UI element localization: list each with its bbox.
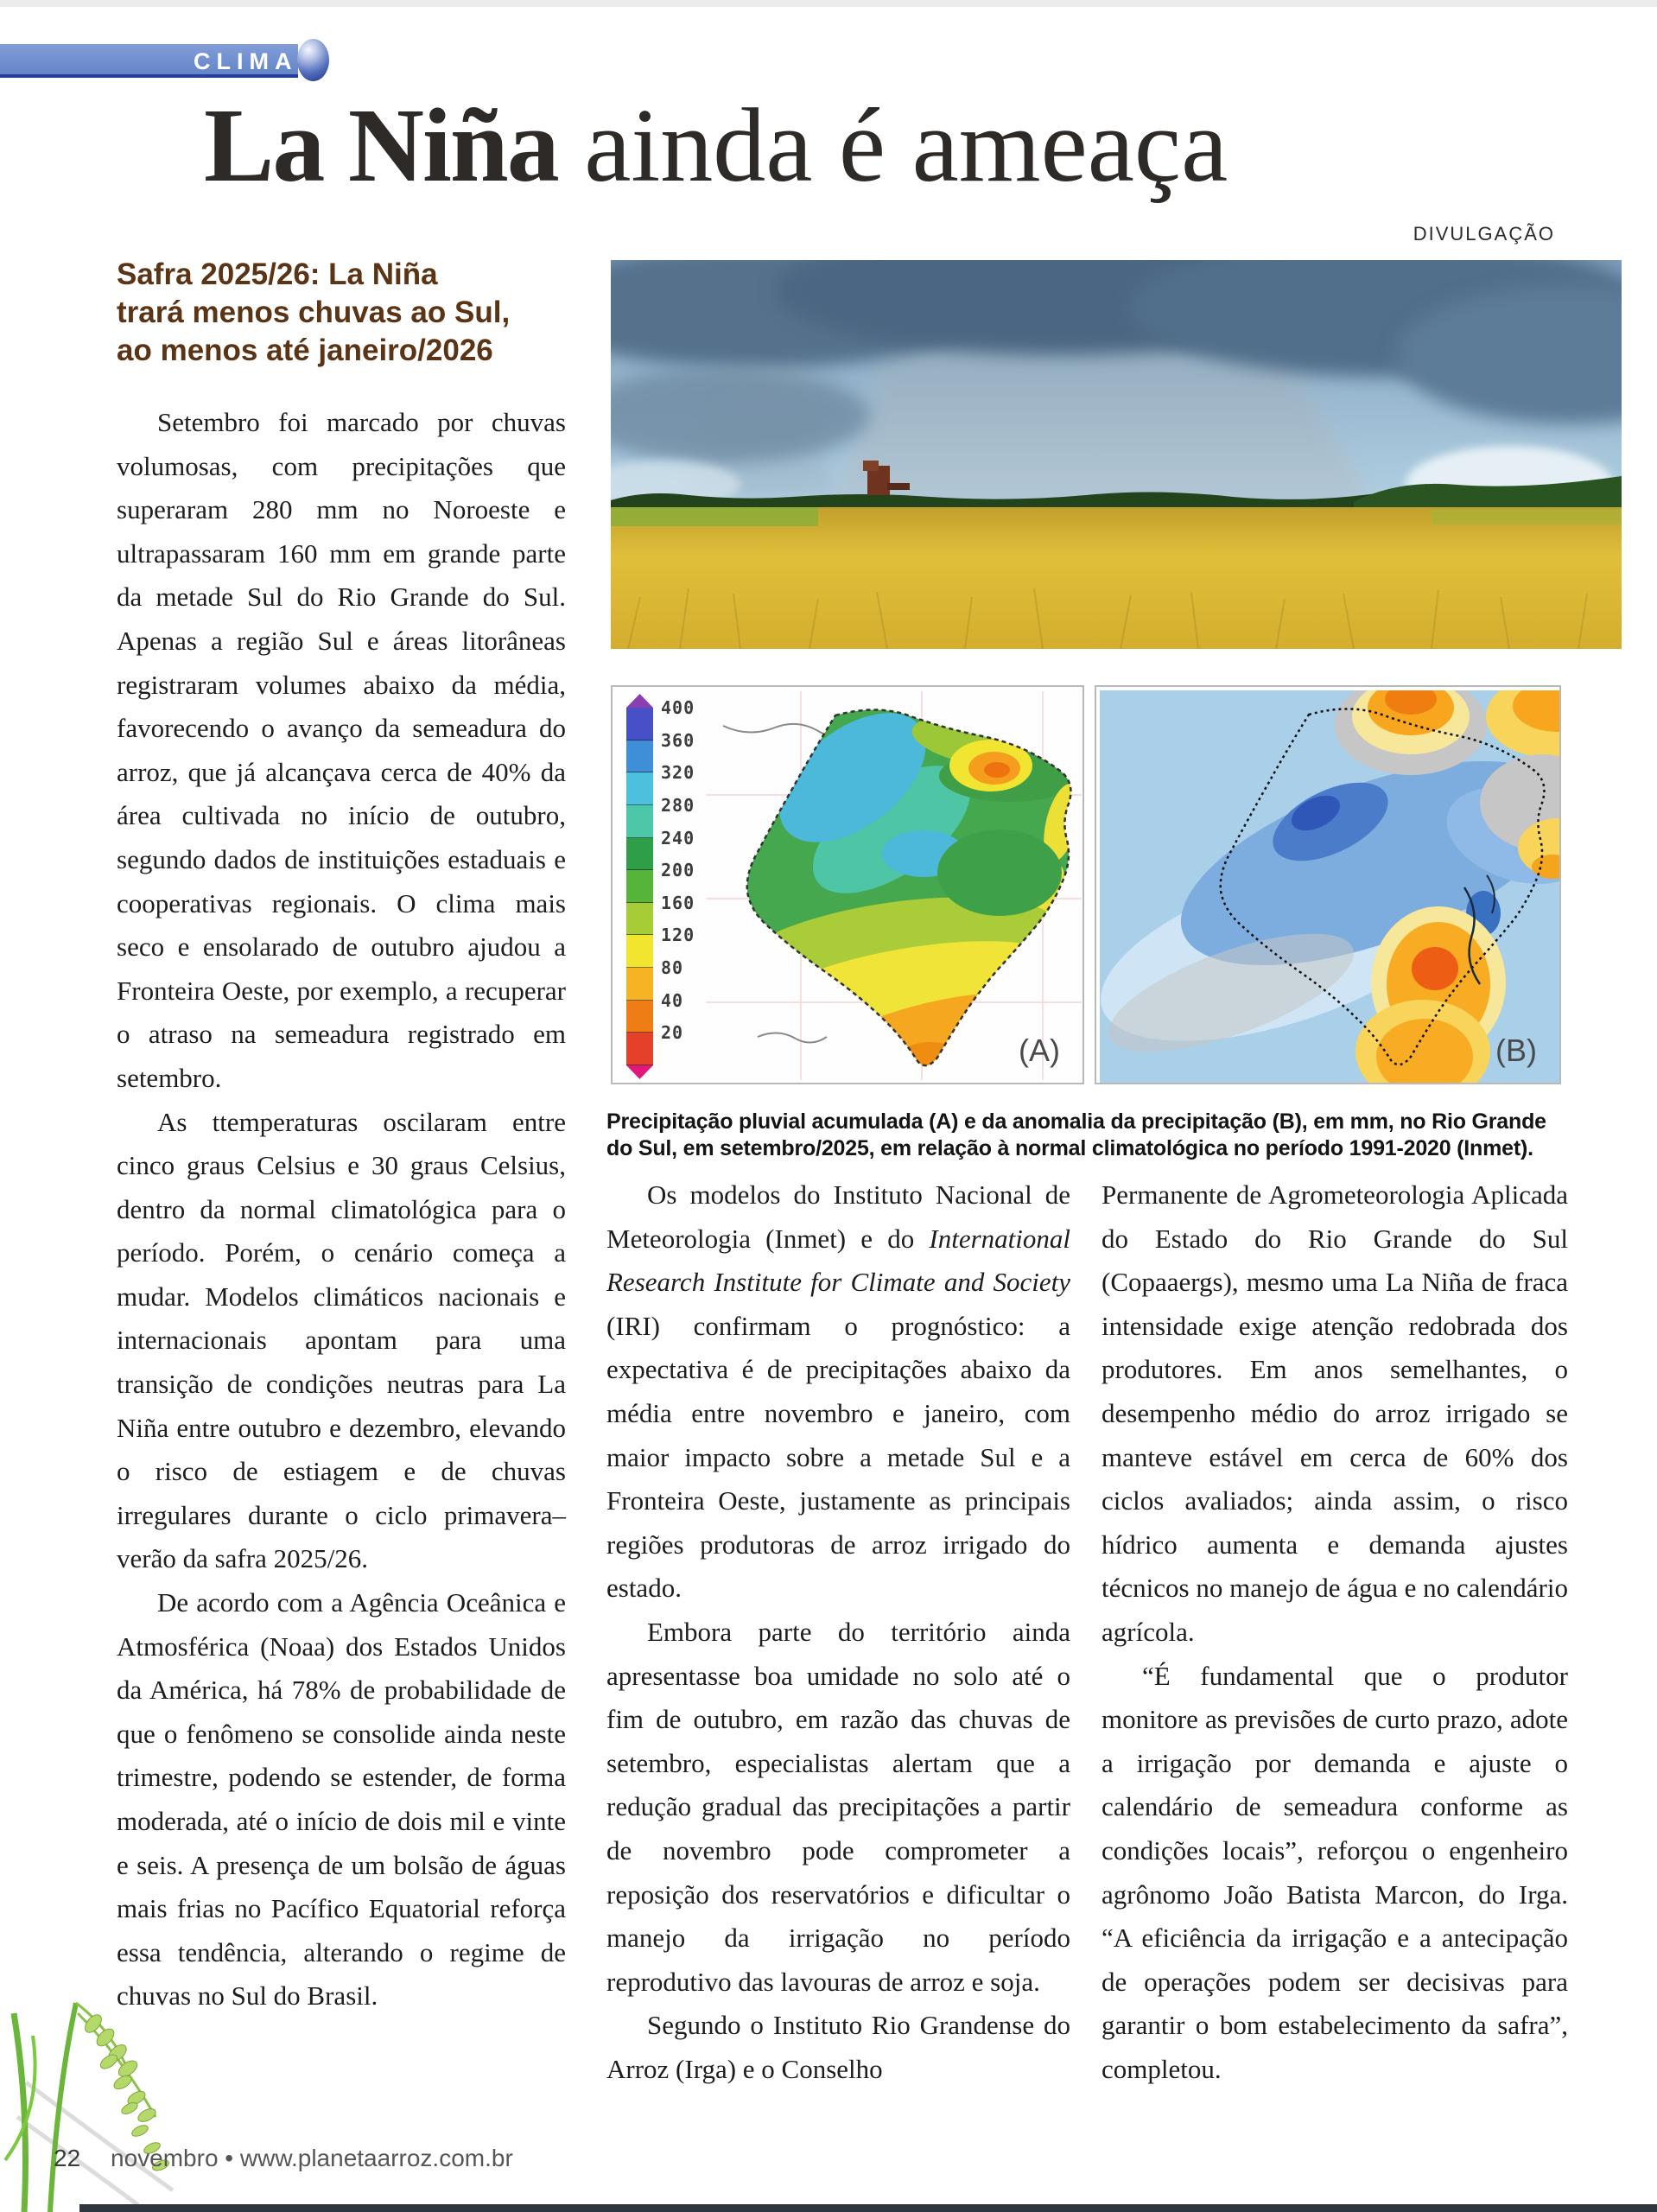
body-paragraph: Setembro foi marcado por chuvas volumosas, com precipitações que superaram 280 mm no Noroeste e ultrapassaram 160 mm em grande parte da metade Sul do Rio Grande do Sul. Apenas a região Sul e áreas litorâneas registraram volumes abaixo da média, favorecendo o avanço da semeadura do arroz, que já alcançava cerca de 40% da área cultivada no início de outubro, segundo dados de instituições estaduais e cooperativas regionais. O clima mais seco e ensolarado de outubro ajudou a Fronteira Oeste, por exemplo, a recuperar o atraso na semeadura registrado em setembro. [117, 407, 566, 1093]
body-paragraph: De acordo com a Agência Oceânica e Atmosférica (Noaa) dos Estados Unidos da América, há 78% de probabilidade de que o fenômeno se consolide ainda neste trimestre, podendo se estender, de forma moderada, até o início de dois mil e vinte e seis. A presença de um bolsão de águas mais frias no Pacífico Equatorial reforça essa tendência, alterando o regime de chuvas no Sul do Brasil. [117, 1587, 566, 2012]
map-a-panel-label: (A) [1019, 1033, 1060, 1068]
column-3 [1101, 1173, 1568, 2091]
map-a-contour-drawing [706, 691, 1082, 1080]
globe-sphere-icon [297, 39, 329, 81]
page-top-edge [0, 0, 1657, 7]
body-paragraph: “É fundamental que o produtor monitore as previsões de curto prazo, adote a irrigação por demanda e ajuste o calendário de semeadura conforme as condições locais”, reforçou o engenheiro agrônomo João Batista Marcon, do Irga. “A eficiência da irrigação e a antecipação de operações podem ser decisivas para garantir o bom estabelecimento da safra”, completou. [1101, 1660, 1568, 2084]
map-b-panel-label: (B) [1495, 1033, 1537, 1068]
body-paragraph: Embora parte do território ainda apresentasse boa umidade no solo até o fim de outubro, em razão das chuvas de setembro, especialistas alertam que a redução gradual das precipitações a partir de novembro pode comprometer a reposição dos reservatórios e dificultar o manejo da irrigação no período reprodutivo das lavouras de arroz e soja. [606, 1616, 1070, 1997]
page-title-rest: ainda é ameaça [557, 87, 1228, 204]
body-paragraph [606, 1173, 1070, 1611]
page-title-emphasis: La Niña [204, 87, 558, 204]
map-b-precipitation-anomaly [1095, 685, 1561, 1084]
section-tag-label: CLIMA [194, 48, 298, 74]
map-b-contour-drawing [1100, 690, 1559, 1083]
storm-over-rice-field-photo [611, 260, 1622, 649]
paragraph-text: (IRI) confirmam o prognóstico: a expectativa é de precipitações abaixo da média entre novembro e janeiro, com maior impacto sobre a metade Sul e a Fronteira Oeste, justamente as principais regiões produtoras de arroz irrigado do estado. [606, 1310, 1070, 1604]
intro-headline-line3: ao menos até janeiro/2026 [117, 334, 493, 367]
rice-plant-decoration [0, 1979, 207, 2212]
page-title [204, 83, 1228, 209]
body-paragraph: Segundo o Instituto Rio Grandense do Arroz (Irga) e o Conselho [606, 2010, 1070, 2084]
map-a-colorbar [626, 694, 653, 1079]
intro-headline-line1: Safra 2025/26: La Niña [117, 257, 438, 291]
body-paragraph: As ttemperaturas oscilaram entre cinco graus Celsius e 30 graus Celsius, dentro da normal climatológica para o período. Porém, o cenário começa a mudar. Modelos climáticos nacionais e internacionais apontam para uma transição de condições neutras para La Niña entre outubro e dezembro, elevando o risco de estiagem e de chuvas irregulares durante o ciclo primavera–verão da safra 2025/26. [117, 1106, 566, 1574]
footer-site-text: novembro • www.planetaarroz.com.br [111, 2145, 513, 2171]
page-bottom-edge [79, 2204, 1657, 2212]
figure-caption: Precipitação pluvial acumulada (A) e da anomalia da precipitação (B), em mm, no Rio Grande do Sul, em setembro/2025, em relação à normal climatológica no período 1991-2020 (Inmet). [606, 1109, 1546, 1160]
intro-headline-line2: trará menos chuvas ao Sul, [117, 296, 511, 329]
intro-headline [117, 256, 566, 370]
page-number: 22 [54, 2145, 81, 2171]
map-a-colorbar-labels: 400 360 320 280 240 200 160 120 80 40 20 [661, 697, 695, 1044]
column-2 [606, 1173, 1070, 2091]
institute-name-italic: International Research Institute for Climate and Society [606, 1223, 1070, 1298]
map-a-precipitation-accumulated [611, 685, 1084, 1084]
body-paragraph: Permanente de Agrometeorologia Aplicada do Estado do Rio Grande do Sul (Copaaergs), mesmo uma La Niña de fraca intensidade exige atenção redobrada dos produtores. Em anos semelhantes, o desempenho médio do arroz irrigado se manteve estável em cerca de 60% dos ciclos avaliados; ainda assim, o risco hídrico aumenta e demanda ajustes técnicos no manejo de água e no calendário agrícola. [1101, 1179, 1568, 1647]
paragraph-text: Os modelos do Instituto Nacional de Meteorologia (Inmet) e do [606, 1179, 1070, 1254]
photo-credit: DIVULGAÇÃO [1413, 223, 1555, 245]
column-1 [117, 256, 566, 2018]
